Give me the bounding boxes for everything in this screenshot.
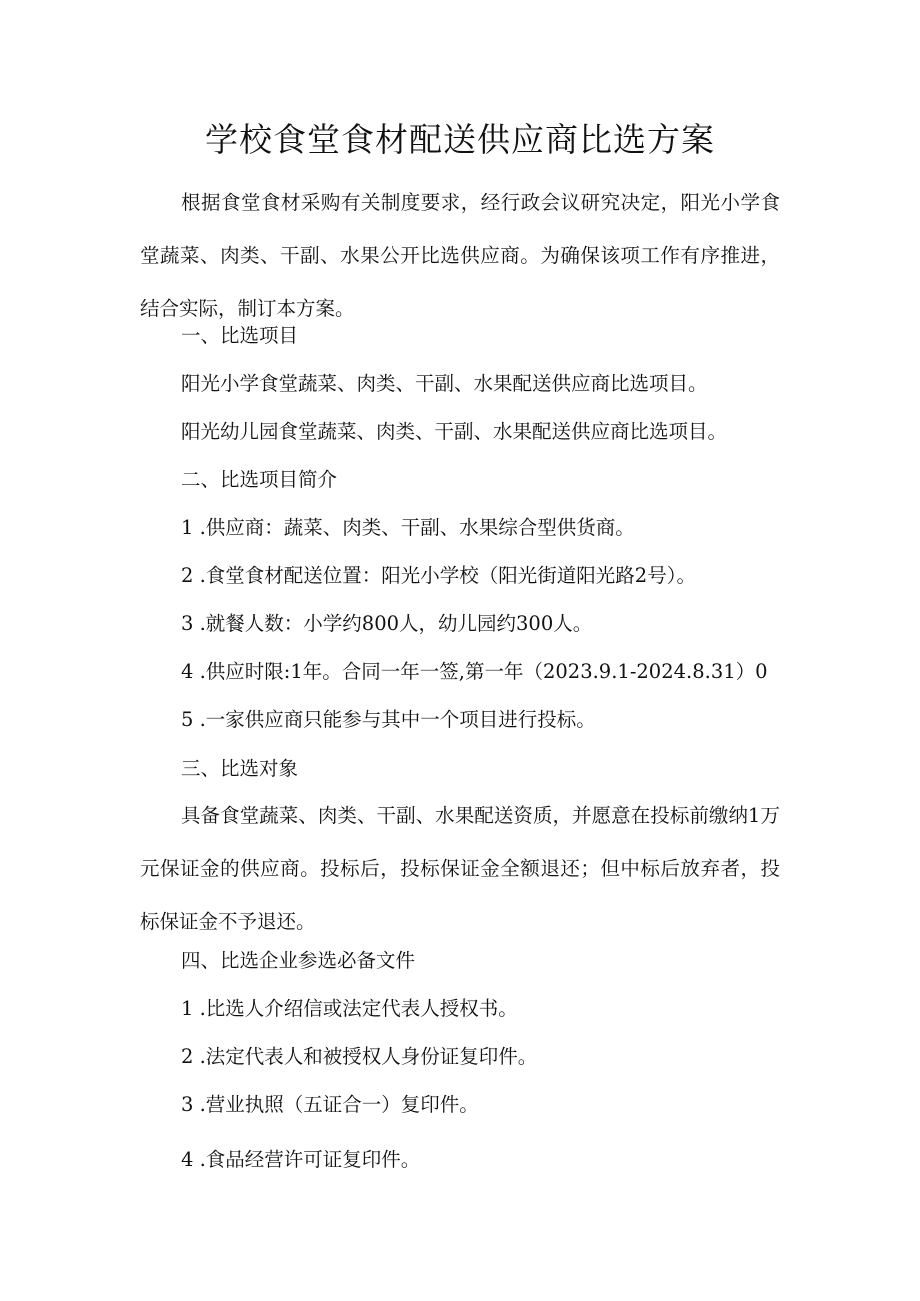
section-1-heading: 一、比选项目 [181,324,299,347]
section-3-heading: 三、比选对象 [181,757,299,780]
section-1-item: 阳光幼儿园食堂蔬菜、肉类、干副、水果配送供应商比选项目。 [181,420,728,443]
section-4-item: 4 .食品经营许可证复印件。 [181,1148,421,1171]
section-2-item: 5 .一家供应商只能参与其中一个项目进行投标。 [181,708,596,731]
section-2-item: 3 .就餐人数：小学约800人，幼儿园约300人。 [181,612,593,635]
document-title: 学校食堂食材配送供应商比选方案 [205,120,715,159]
section-2-item: 4 .供应时限:1年。合同一年一签,第一年（2023.9.1-2024.8.31）0 [181,660,768,683]
section-4-heading: 四、比选企业参选必备文件 [181,949,416,972]
section-4-item: 3 .营业执照（五证合一）复印件。 [181,1093,479,1116]
section-4-item: 2 .法定代表人和被授权人身份证复印件。 [181,1045,538,1068]
section-3-body: 具备食堂蔬菜、肉类、干副、水果配送资质，并愿意在投标前缴纳1万元保证金的供应商。投标后，投标保证金全额退还；但中标后放弃者，投标保证金不予退还。 [140,804,780,933]
intro-paragraph: 根据食堂食材采购有关制度要求，经行政会议研究决定，阳光小学食堂蔬菜、肉类、干副、水果公开比选供应商。为确保该项工作有序推进，结合实际，制订本方案。 [140,191,780,320]
section-4-item: 1 .比选人介绍信或法定代表人授权书。 [181,997,518,1020]
section-1-item: 阳光小学食堂蔬菜、肉类、干副、水果配送供应商比选项目。 [181,372,708,395]
section-2-heading: 二、比选项目简介 [181,468,338,491]
section-2-item: 2 .食堂食材配送位置：阳光小学校（阳光街道阳光路2号）。 [181,564,696,587]
section-2-item: 1 .供应商：蔬菜、肉类、干副、水果综合型供货商。 [181,516,635,539]
